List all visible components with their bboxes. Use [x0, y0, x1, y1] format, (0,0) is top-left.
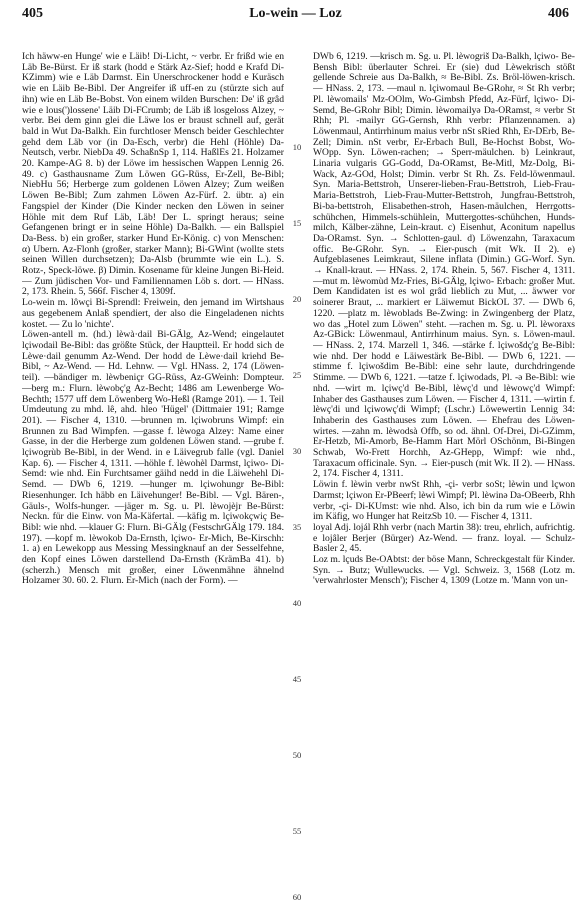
running-title: Lo-wein — Loz [249, 6, 342, 21]
entry-loewen-krisch-continued: DWb 6, 1219. —krisch m. Sg. u. Pl. lèwogriš Da-Balkh, lçiwo- Be-Bensh Bibl: überlauter Schrei. Er (sie) dud Lèwekrisch stößt gellende Schreie aus Da-Balkh, ≈ Be-Bibl. Zs. Bröl-löwen-krisch. — HNass. 2, 173. —maul n. lçiwomaul Be-GRohr, ≈ St Rh verbr; Pl. lèwomails' Mz-OOlm, Wo-Gimbsh Pfedd, Az-Fürf, lçiwo- Di-Semd, Be-GRohr Bibl; Dimin. lèwomailyə Da-ORamst, ≈ verbr St Rhh; Pl. -mailyr GG-Gernsh, Rhh verbr: Pflanzennamen. a) Löwenmaul, Antirrhinum maius verbr nSt sRied Rhh, Er-DErb, Be-Zell; Dimin. nSt verbr, Er-Erbach Bull, Be-Hochst Bobst, Wo-WOpp. Syn. Löwen-rachen; → Sperr-mäulchen. b) Leinkraut, Linaria vulgaris GG-Godd, Da-ORamst, Be-Mitl, Mz-Dolg, Bi-Wack, Az-GOd, Holst; Dimin. verbr St Rh. Zs. Feld-löwenmaul. Syn. Maria-Bettstroh, Unserer-lieben-Frau-Bettstroh, Lieb-Frau-Maria-Bettstroh, Lieb-Frau-Mutter-Bettstroh, Jungfrau-Bettstroh, Bi-ba-bettstroh, Elisabethen-stroh, Hasen-mäulchen, Herrgotts-schühchen, Himmels-schühlein, Muttergottes-schühchen, Hunds-milch, Kälber-zähne, Lein-kraut. c) Eisenhut, Aconitum napellus Da-ORamst. Syn. → Schlotten-gaul. d) Löwenzahn, Taraxacum offic. Be-GRohr. Syn. → Eier-pusch (mit Wk. II 2). e) Aufgeblasenes Leimkraut, Silene inflata (Dimin.) GG-Worf. Syn. → Knall-kraut. — HNass. 2, 174. Rhein. 5, 567. Fischer 4, 1311. —mut m. lèwomùd Mz-Fries, Bi-GÄlg, lçiwo- Erbach: großer Mut. Dem Kandidaten ist es wol grâd lieblich zu Mut, ... äwwer vor soinerer Braut, ... markiert er Läiwemut BickOL 37. — DWb 6, 1220. —platz m. lèwoblads Be-Zwing: in Zwingenberg der Platz, wo das „Hotel zum Löwen" steht. —rachen m. Sg. u. Pl. lèworaxs Az-GBick: Löwenmaul, Antirrhinum maius. Syn. s. Löwen-maul. — HNass. 2, 174. Marzell 1, 346. —stärke f. lçiwošdç'g Be-Bibl: wie nhd. Der hodd e Läiwestärk Be-Bibl. — DWb 6, 1221. —stimme f. lçiwošdim Be-Bibl: eine sehr laute, durchdringende Stimme. — DWb 6, 1221. —tatze f. lçiwodads, Pl. -ə Be-Bibl: wie nhd. —wirt m. lçiwç'd Be-Bibl, lèwç'd und lèwowç'd Wimpf: Inhaber des Gasthauses zum Löwen. — Fischer 4, 1311. —wirtin f. lèwç'di und lçiwowç'di Wimpf; (Lschr.) Löwewertin Lennig 34: Inhaberin des Gasthauses zum Löwen. — Ehefrau des Löwen-wirtes. —zahn m. lèwodsà Offb, so od. ähnl. Of-Drei, Di-GZimm, Er-Hetzb, Mi-Amorb, Be-Hamm Hart Mörl OSchönm, Bi-Bingen Schwab, Wo-Frett Horchh, Az-GHepp, Wimpf: wie nhd., Taraxacum officinale. Syn. → Eier-pusch (mit Wk. II 2). — HNass. 2, 174. Fischer 4, 1311. [313, 52, 575, 480]
line-number: 25 [292, 370, 302, 380]
entry-loewen-anteil: Löwen-antell m. (hd.) lèwà·dail Bi-GÄlg, Az-Wend; eingelautet lçiwodail Be-Bibl: das größte Stück, der Hauptteil. Er hodd sich de Lèwe·dail genumm Az-Wend. Der hodd de Lèwe·dail kriehd Be-Bibl, ~ Az-Wend. — Hd. Lehnw. — Vgl. HNass. 2, 174 (Löwen-teil). —bändiger m. lèwbeniçr GG-Rüss, Az-GWeinh: Dompteur. —berg m.: Flurn. lèwobç'g Az-Becht; 1486 am Lewenberge Wo-Bechth; 1577 uff dem Löwenberg Wo-Heßl (Ramge 201). — 1. Teil Umdeutung zu mhd. lê, ahd. hleo 'Hügel' (Dittmaier 191; Ramge 201). — Fischer 4, 1310. —brunnen m. lçiwobruns Wimpf: ein Brunnen zu Bad Wimpfen. —gasse f. lèwoga Alzey: Name einer Gasse, in der die Herberge zum goldenen Löwen stand. —grube f. lçiwogrùb Be-Bibl, in der Wend. in e Läivegrub falle (vgl. Daniel Kap. 6). — Fischer 4, 1311. —höhle f. lèwohèl Darmst, lçiwo- Di-Semd: wie nhd. Ein Furchtsamer gäihd nedd in die Läiwehehl Di-Semd. — DWb 6, 1219. —hunger m. lçiwohungr Be-Bibl: Riesenhunger. Ich häbb en Läivehunger! Be-Bibl. — Vgl. Bären-, Gäuls-, Wolfs-hunger. —jäger m. Sg. u. Pl. lèwojèjr Be-Bürst: Neckn. für die Einw. von Ma-Käfertal. —käfig m. lçiwokçwiç Be-Bibl: wie nhd. —klauer G: Flurn. Bi-GÄlg (FestschrGÄlg 179. 184. 197). —kopf m. lèwokob Da-Ernsth, lçiwo- Er-Mich, Be-Kirschh: 1. a) en Lewekopp aus Messing Messingknauf an der Sesselfehne, den Kopf eines Löwen darstellend Da-Ernsth (KrämBa 41). b) (scherzh.) Mensch mit großer, einer Löwenmähne ähnelnd Holzamer 30. 60. 2. Flurn. Er-Mich (nach der Form). — [22, 329, 284, 587]
page-number-right: 406 [548, 6, 569, 21]
left-column [22, 52, 284, 897]
entry-loz: Loz m. lçuds Be-OAbtst: der böse Mann, Schreckgestalt für Kinder. Syn. → Butz; Wullewucks. — Vgl. Schweiz. 3, 1568 (Lotz m. 'verwahrloster Mensch'); Fischer 4, 1309 (Lotze m. 'Mann von un- [313, 554, 575, 587]
line-number: 30 [292, 446, 302, 456]
line-number: 35 [292, 522, 302, 532]
line-number: 40 [292, 598, 302, 608]
entry-lo-wein: Lo-wein m. lôwçi Bi-Sprendl: Freiwein, den jemand im Wirtshaus aus gegebenem Anlaß spendiert, der also die Eingeladenen nichts kostet. — Zu lo 'nichte'. [22, 297, 284, 330]
line-number: 20 [292, 294, 302, 304]
entry-loyal: loyal Adj. lojál Rhh verbr (nach Martin 38): treu, ehrlich, aufrichtig. e lojâler Berjer (Bürger) Az-Wend. — franz. loyal. — Schulz-Basler 2, 45. [313, 521, 575, 555]
line-number: 50 [292, 750, 302, 760]
line-number: 55 [292, 826, 302, 836]
line-number-gutter [286, 52, 310, 902]
page-header [22, 6, 569, 26]
line-number: 60 [292, 892, 302, 902]
entry-loewe-continued: Ich häww-en Hunge' wie e Läib! Di-Licht, ~ verbr. Er frißd wie en Läb Be-Bürst. Er iß stark (hodd e Stärk Az-Sief; hodd e Krafd Di-KZimm) wie e Läb Darmst. Ein Unerschrockener hodd e Kuräsch wie en Läib Be-Bibl. Der Angreifer iß uff-en zu (stürzte sich auf ihn) wie en Läb Be-Bobst. Von einem wilden Burschen: De' iß grâd wie e lous(')lossene' Läib Di-FCrumb; de Läb iß losgeloss Alzey, ~ verbr. Bei dem ginn glei die Läwe los er braust schnell auf, gerät bald in Wut Da-Balkh. Ein furchtloser Mensch beider Geschlechter gehd dem Läb vor (in Da-Esch, verbr) die Hehl (Höhle) Da-Neutsch, verbr. NiebDa 49. SchaßnSp 1, 114. HaßlEs 21. Holzamer 20. Kampe-AG 8. b) der Löwe im hessischen Wappen Lennig 26. 49. c) Gasthausname Zum Löwen GG-Rüss, Er-Zell, Be-Bibl; NiebHu 56; Herberge zum goldenen Löwen Alzey; Zum weißen Löwen Be-Bibl; Zum zahmen Löwen Az-Fürf. 2. übtr. a) ein Fangspiel der Kinder (Die Kinder necken den Löwen in seiner Höhle mit dem Ruf Läb, Läb! Der L. springt heraus; seine Gefangenen bringt er in seine Höhle) Da-Balkh. — ein Ballspiel Da-Bess. b) ein großer, starker Hund Er-König. c) von Menschen: α) Ubern. Az-Flonh (großer, starker Mann); Bi-GWint (wollte stets seinen Willen durchsetzen); Da-Alsb (brummte wie ein L.). S. Rotz-, Speck-löwe. β) Dimin. Kosename für kleine Jungen Bi-Heid. — Zum jüdischen Vor- und Familiennamen Löb s. dort. — HNass. 2, 173. Rhein. 5, 566f. Fischer 4, 1309f. [22, 52, 284, 298]
line-number: 45 [292, 674, 302, 684]
right-column [313, 52, 575, 897]
page-number-left: 405 [22, 6, 43, 21]
line-number: 10 [292, 142, 302, 152]
entry-loewin: Löwin f. lèwin verbr nwSt Rhh, -çi- verbr soSt; lèwin und lçwon Darmst; lçiwon Er-PBeerf; lèwi Wimpf; Pl. lèwinə Da-OBeerb, Rhh verbr, -çi- Di-KUmst: wie nhd. Also, ich bin da rum wie e Löwin im Käfig, wo Hunger hat ReitzSb 10. — Fischer 4, 1311. [313, 479, 575, 523]
line-number: 15 [292, 218, 302, 228]
